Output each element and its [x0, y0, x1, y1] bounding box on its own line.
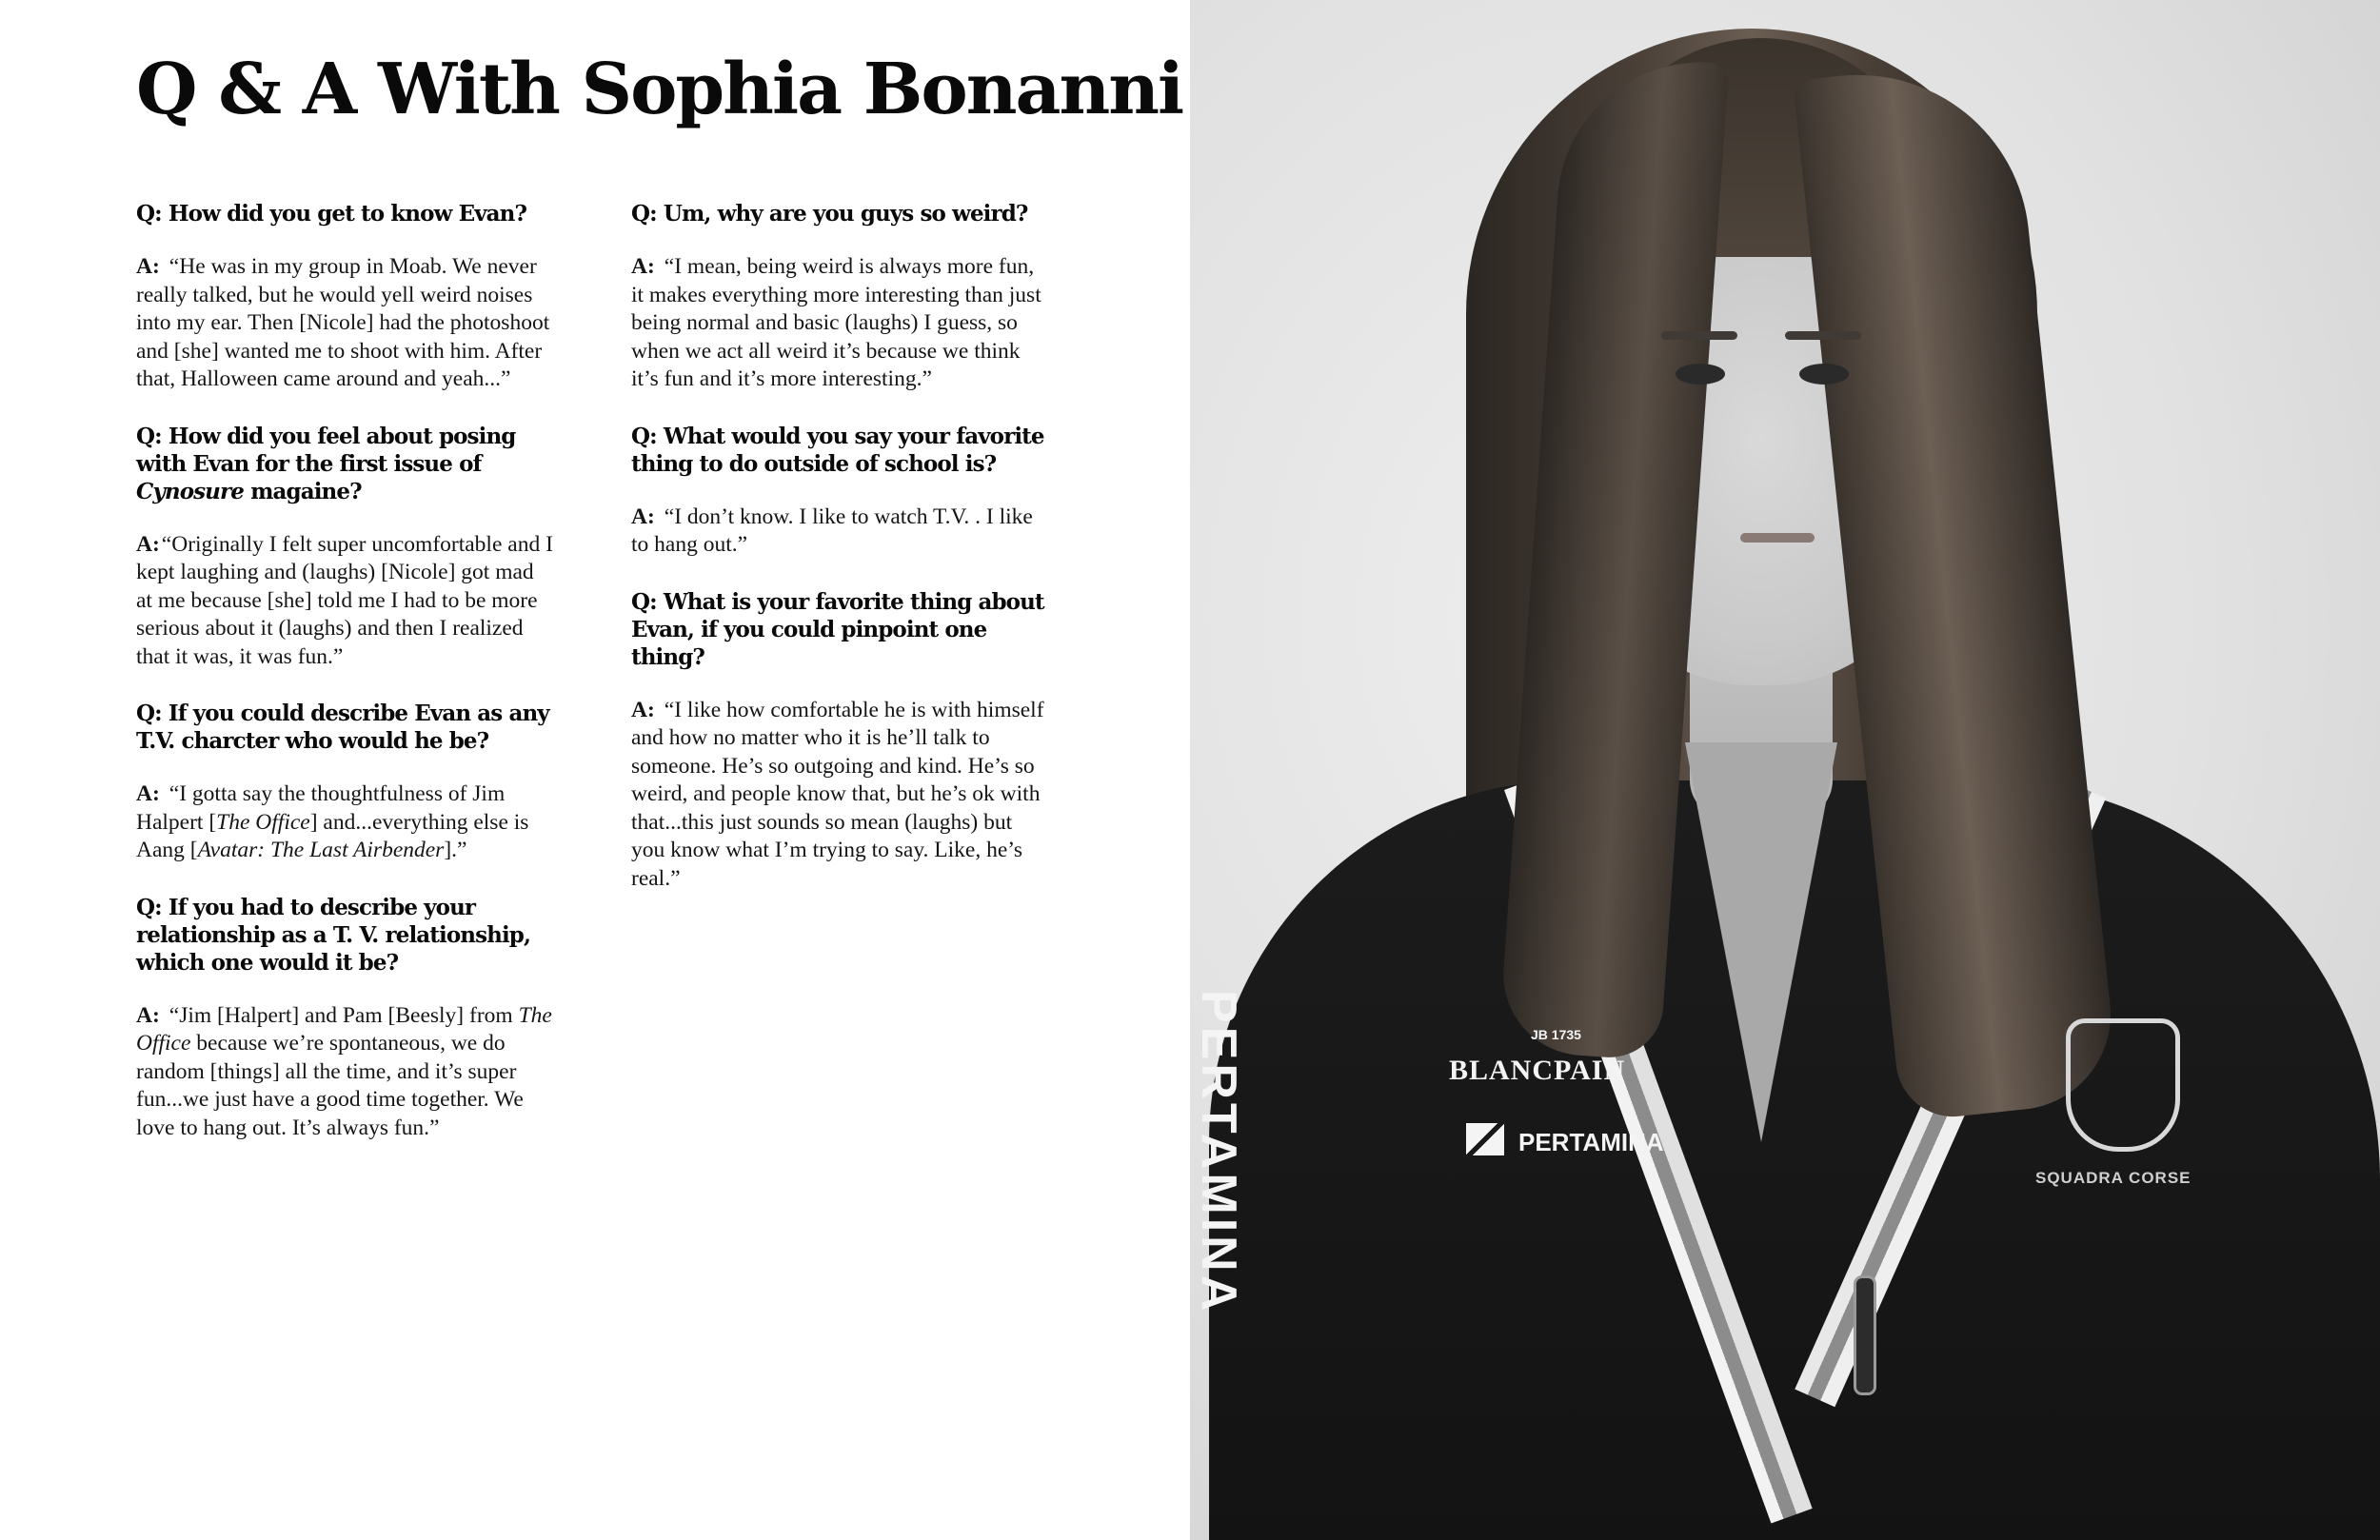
qa-item [136, 894, 553, 1143]
eye [1676, 364, 1725, 385]
eyebrow [1785, 331, 1861, 340]
answer [136, 780, 553, 865]
eyebrow [1661, 331, 1737, 340]
answer-label: A: [136, 1002, 160, 1028]
answer-label: A: [136, 531, 160, 557]
answer-text: “Jim [Halpert] and Pam [Beesly] from [169, 1002, 519, 1028]
qa-column-2 [631, 200, 1050, 921]
qa-item [631, 588, 1050, 894]
answer-text: because we’re spontaneous, we do random [things] all the time, and it’s super fun...we just have a good time together. We love to hang out. It’s always fun.” [136, 1031, 524, 1140]
question: Q: If you could describe Evan as any T.V. charcter who would he be? [136, 701, 549, 754]
pertamina-logo-icon [1466, 1123, 1504, 1155]
answer [136, 1002, 553, 1143]
sleeve-logo: PERTAMINA [1191, 990, 1246, 1315]
question: Q: How did you get to know Evan? [136, 201, 527, 227]
jb-logo: JB 1735 [1531, 1027, 1581, 1042]
answer [631, 253, 1050, 394]
answer-label: A: [631, 503, 655, 529]
pertamina-logo: PERTAMINA [1518, 1128, 1664, 1156]
question: Q: What is your favorite thing about Evan, if you could pinpoint one thing? [631, 588, 1044, 670]
answer-text: “I like how comfortable he is with himself and how no matter who it is he’ll talk to someone. He’s so outgoing and kind. He’s so weird, and people know that, but he’s ok with that...this just sounds so mean (laughs) but you know what I’m trying to say. Like, he’s real.” [631, 697, 1044, 891]
page-title: Q & A With Sophia Bonanni [136, 49, 1183, 130]
answer [136, 531, 553, 672]
portrait-photo [1190, 0, 2380, 1540]
mouth [1740, 533, 1815, 543]
answer-text: “Originally I felt super uncomfortable and I kept laughing and (laughs) [Nicole] got mad at me because [she] told me I had to be more serious about it (laughs) and then I realized that it was, it was fun.” [136, 531, 553, 669]
answer-label: A: [631, 697, 655, 722]
qa-column-1 [136, 200, 553, 1171]
qa-item [631, 200, 1050, 394]
blancpain-logo: BLANCPAIN [1449, 1055, 1626, 1086]
answer-text: ].” [444, 838, 467, 862]
eye [1799, 364, 1849, 385]
zipper-pull-icon [1854, 1275, 1876, 1395]
answer-text: “I gotta say the thoughtfulness of Jim Halpert [ [136, 781, 506, 835]
question: Q: Um, why are you guys so weird? [631, 201, 1028, 227]
qa-item [136, 423, 553, 672]
question: Q: If you had to describe your relationship as a T. V. relationship, which one would it be? [136, 894, 531, 976]
show-title: The Office [136, 1002, 552, 1056]
question: Q: What would you say your favorite thing to do outside of school is? [631, 423, 1044, 477]
answer [136, 253, 553, 394]
show-title: The Office [216, 809, 310, 835]
answer-label: A: [136, 781, 160, 806]
question-text: magaine? [243, 478, 362, 504]
crest-caption: SQUADRA CORSE [2035, 1169, 2192, 1187]
qa-item [631, 423, 1050, 560]
answer-label: A: [631, 254, 655, 279]
question-text: Q: How did you feel about posing with Evan for the first issue of [136, 423, 516, 477]
answer-text: “I mean, being weird is always more fun, it makes everything more interesting than just being normal and basic (laughs) I guess, so when we act all weird it’s because we think it’s fun and it’s more interesting.” [631, 254, 1041, 391]
qa-item [136, 200, 553, 394]
question [136, 423, 553, 505]
crest-badge-icon [2066, 1018, 2180, 1152]
qa-item [136, 700, 553, 865]
answer-text: “I don’t know. I like to watch T.V. . I like to hang out.” [631, 503, 1033, 557]
answer-text: ] and...everything else is Aang [ [136, 809, 529, 862]
answer-text: “He was in my group in Moab. We never really talked, but he would yell weird noises into my ear. Then [Nicole] had the photoshoot and [she] wanted me to shoot with him. After that, Halloween came around and yeah...” [136, 254, 550, 391]
answer [631, 697, 1050, 894]
answer-label: A: [136, 254, 160, 279]
answer [631, 503, 1050, 560]
show-title: Avatar: The Last Airbender [197, 838, 445, 862]
magazine-name: Cynosure [136, 478, 244, 504]
